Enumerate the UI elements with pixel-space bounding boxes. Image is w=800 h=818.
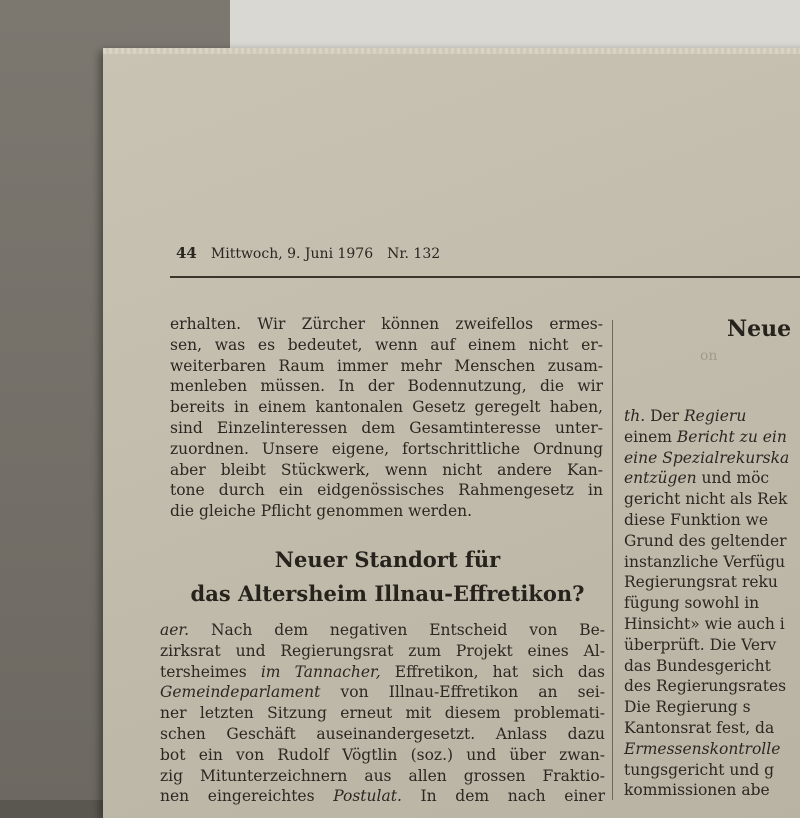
- text-line: sen, was es bedeutet, wenn auf einem nicht er-: [170, 335, 603, 354]
- text-line: [624, 739, 800, 760]
- text-span: Hinsicht» wie auch i: [624, 614, 785, 633]
- headline-line-1: Neuer Standort für: [274, 547, 501, 572]
- page-header: [176, 244, 440, 268]
- text-line: ner letzten Sitzung erneut mit diesem problemati-: [160, 704, 605, 723]
- text-line: [624, 593, 800, 614]
- text-span: gericht nicht als Rek: [624, 490, 788, 509]
- issue-number: Nr. 132: [387, 246, 441, 262]
- text-italic: Ermessenskontrolle: [624, 739, 781, 758]
- text-line: zuordnen. Unsere eigene, fortschrittliche Ordnung: [170, 439, 603, 458]
- text-line: [624, 760, 800, 781]
- text-line: sind Einzelinteressen dem Gesamtinteresse unter-: [170, 418, 603, 437]
- text-span: tungsgericht und g: [624, 760, 775, 779]
- text-italic: eine Spezialrekurska: [624, 448, 790, 467]
- text-line: [624, 489, 800, 510]
- right-column-headline: Neue: [727, 316, 792, 342]
- text-line: die gleiche Pflicht genommen werden.: [170, 502, 473, 521]
- text-line: [624, 406, 800, 427]
- text-line: zig Mitunterzeichnern aus allen grossen Fraktio-: [160, 766, 605, 785]
- text-span: tersheimes: [160, 662, 261, 681]
- text-line: [160, 682, 605, 703]
- text-line: zirksrat und Regierungsrat zum Projekt eines Al-: [160, 641, 605, 660]
- text-span: instanzliche Verfügu: [624, 552, 786, 571]
- issue-date: Mittwoch, 9. Juni 1976: [210, 246, 374, 262]
- text-span: von Illnau-Effretikon an sei-: [320, 683, 605, 702]
- text-italic: Bericht zu ein: [676, 427, 787, 446]
- author-initials: aer.: [160, 621, 190, 639]
- text-line: weiterbaren Raum immer mehr Menschen zusam-: [170, 356, 603, 375]
- text-line: [160, 662, 605, 683]
- text-line: [624, 427, 800, 448]
- text-span: Kantonsrat fest, da: [624, 718, 775, 737]
- text-span: kommissionen abe: [624, 781, 770, 800]
- page-number: 44: [176, 244, 197, 262]
- text-line: tone durch ein eidgenössisches Rahmengesetz in: [170, 481, 603, 500]
- article-headline: [165, 543, 610, 611]
- text-span: überprüft. Die Verv: [624, 635, 777, 654]
- text-line: [160, 786, 605, 807]
- text-line: [624, 676, 800, 697]
- text-span: Effretikon, hat sich das: [380, 662, 605, 681]
- show-through-text: on: [700, 348, 718, 364]
- text-line: [624, 531, 800, 552]
- text-line: [624, 635, 800, 656]
- text-line: [160, 620, 605, 641]
- text-line: [624, 656, 800, 677]
- text-span: Regierungsrat reku: [624, 573, 778, 592]
- text-line: schen Geschäft auseinandergesetzt. Anlass dazu: [160, 724, 605, 743]
- column-divider: [612, 320, 613, 800]
- text-span: diese Funktion we: [624, 510, 769, 529]
- page-top-edge: [103, 48, 800, 54]
- text-line: [624, 572, 800, 593]
- text-span: nen eingereichtes: [160, 787, 334, 806]
- right-column-text: [624, 406, 800, 801]
- text-line: [624, 718, 800, 739]
- text-italic: th.: [624, 407, 646, 425]
- text-line: erhalten. Wir Zürcher können zweifellos ermes-: [170, 315, 603, 333]
- text-line: [624, 510, 800, 531]
- text-line: [624, 468, 800, 489]
- text-line: bot ein von Rudolf Vögtlin (soz.) und über zwan-: [160, 745, 605, 764]
- text-span: des Regierungsrates: [624, 677, 787, 696]
- text-italic: im Tannacher,: [260, 662, 381, 681]
- text-italic: Regieru: [684, 407, 747, 425]
- text-span: einem: [624, 427, 677, 446]
- article-body: [160, 620, 605, 807]
- text-line: [624, 552, 800, 573]
- text-span: Nach dem negativen Entscheid von Be-: [210, 621, 605, 639]
- text-italic: entzügen: [624, 469, 697, 488]
- text-span: In dem nach einer: [401, 787, 605, 806]
- text-line: menleben müssen. In der Bodennutzung, die wir: [170, 377, 603, 396]
- left-column-text: [170, 314, 603, 522]
- text-italic: Postulat.: [333, 787, 402, 806]
- text-span: Die Regierung s: [624, 698, 751, 717]
- text-span: und möc: [696, 469, 770, 488]
- headline-line-2: das Altersheim Illnau-Effretikon?: [190, 581, 585, 606]
- text-italic: Gemeindeparlament: [160, 683, 321, 702]
- text-line: [624, 697, 800, 718]
- text-line: [624, 614, 800, 635]
- text-line: [624, 448, 800, 469]
- text-span: das Bundesgericht: [624, 656, 771, 675]
- text-line: [624, 780, 800, 801]
- text-line: aber bleibt Stückwerk, wenn nicht andere Kan-: [170, 460, 603, 479]
- text-line: bereits in einem kantonalen Gesetz geregelt haben,: [170, 398, 603, 417]
- header-rule: [170, 276, 800, 278]
- text-span: fügung sowohl in: [624, 594, 760, 613]
- text-span: Der: [645, 407, 685, 425]
- text-span: Grund des geltender: [624, 531, 787, 550]
